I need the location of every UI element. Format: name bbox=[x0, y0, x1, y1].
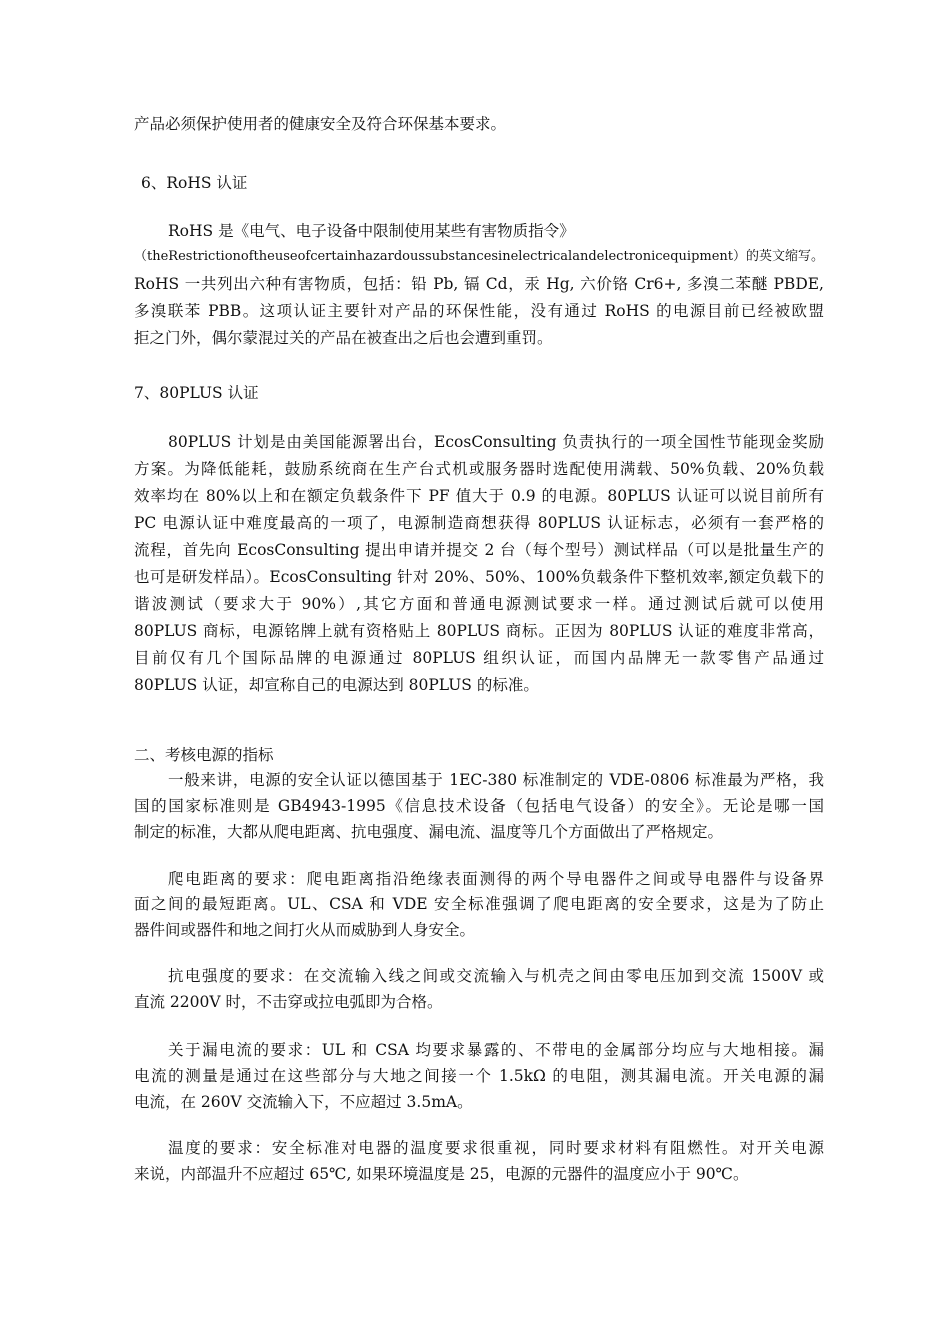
paragraph-line: RoHS 是《电气、电子设备中限制使用某些有害物质指令》 bbox=[168, 222, 575, 240]
paragraph-line: 制定的标准，大都从爬电距离、抗电强度、漏电流、温度等几个方面做出了严格规定。 bbox=[134, 823, 724, 841]
paragraph-line: 来说，内部温升不应超过 65℃, 如果环境温度是 25，电源的元器件的温度应小于 90℃。 bbox=[134, 1165, 749, 1183]
paragraph-line: 谐波测试（要求大于 90%）,其它方面和普通电源测试要求一样。通过测试后就可以使用 bbox=[134, 595, 824, 613]
paragraph-line: 电流，在 260V 交流输入下，不应超过 3.5mA。 bbox=[134, 1093, 473, 1111]
paragraph-line: 80PLUS 认证，却宣称自己的电源达到 80PLUS 的标准。 bbox=[134, 676, 539, 694]
paragraph-line: （theRestrictionoftheuseofcertainhazardoussubstancesinelectricalandelectronicequipment）的英文缩写。 bbox=[134, 249, 824, 264]
paragraph-line: 目前仅有几个国际品牌的电源通过 80PLUS 组织认证，而国内品牌无一款零售产品通过 bbox=[134, 649, 824, 667]
paragraph-line: 抗电强度的要求：在交流输入线之间或交流输入与机壳之间由零电压加到交流 1500V 或 bbox=[168, 967, 824, 985]
paragraph-line: 也可是研发样品）。EcosConsulting 针对 20%、50%、100%负载条件下整机效率,额定负载下的 bbox=[134, 568, 824, 586]
paragraph-line: 爬电距离的要求：爬电距离指沿绝缘表面测得的两个导电器件之间或导电器件与设备界 bbox=[168, 870, 824, 888]
paragraph-line: 直流 2200V 时，不击穿或拉电弧即为合格。 bbox=[134, 993, 443, 1011]
paragraph-line: 国的国家标准则是 GB4943-1995《信息技术设备（包括电气设备）的安全》。无论是哪一国 bbox=[134, 797, 824, 815]
paragraph-line: 效率均在 80%以上和在额定负载条件下 PF 值大于 0.9 的电源。80PLUS 认证可以说目前所有 bbox=[134, 487, 824, 505]
paragraph-line: 关于漏电流的要求：UL 和 CSA 均要求暴露的、不带电的金属部分均应与大地相接。漏 bbox=[168, 1041, 824, 1059]
paragraph-line: 器件间或器件和地之间打火从而威胁到人身安全。 bbox=[134, 921, 476, 939]
paragraph-line: 80PLUS 计划是由美国能源署出台，EcosConsulting 负责执行的一项全国性节能现金奖励 bbox=[168, 433, 824, 451]
paragraph-line: 面之间的最短距离。UL、CSA 和 VDE 安全标准强调了爬电距离的安全要求，这是为了防止 bbox=[134, 895, 824, 913]
paragraph-line: 温度的要求：安全标准对电器的温度要求很重视，同时要求材料有阻燃性。对开关电源 bbox=[168, 1139, 824, 1157]
section-heading-80plus: 7、80PLUS 认证 bbox=[134, 384, 259, 402]
paragraph-line: 拒之门外，偶尔蒙混过关的产品在被查出之后也会遭到重罚。 bbox=[134, 329, 553, 347]
paragraph-line: PC 电源认证中难度最高的一项了，电源制造商想获得 80PLUS 认证标志，必须有一套严格的 bbox=[134, 514, 824, 532]
section-heading-rohs: 6、RoHS 认证 bbox=[141, 174, 248, 192]
paragraph-line: 多溴联苯 PBB。这项认证主要针对产品的环保性能，没有通过 RoHS 的电源目前已经被欧盟 bbox=[134, 302, 824, 320]
paragraph-line: 一般来讲，电源的安全认证以德国基于 1EC-380 标准制定的 VDE-0806 标准最为严格，我 bbox=[168, 771, 824, 789]
paragraph-line: 产品必须保护使用者的健康安全及符合环保基本要求。 bbox=[134, 115, 507, 133]
paragraph-line: 方案。为降低能耗，鼓励系统商在生产台式机或服务器时选配使用满载、50%负载、20%负载 bbox=[134, 460, 824, 478]
section-heading-power-metrics: 二、考核电源的指标 bbox=[134, 746, 274, 764]
paragraph-line: 80PLUS 商标，电源铭牌上就有资格贴上 80PLUS 商标。正因为 80PLUS 认证的难度非常高， bbox=[134, 622, 824, 640]
paragraph-line: 流程，首先向 EcosConsulting 提出申请并提交 2 台（每个型号）测试样品（可以是批量生产的 bbox=[134, 541, 824, 559]
paragraph-line: 电流的测量是通过在这些部分与大地之间接一个 1.5kΩ 的电阻，测其漏电流。开关电源的漏 bbox=[134, 1067, 824, 1085]
paragraph-line: RoHS 一共列出六种有害物质，包括：铅 Pb, 镉 Cd，汞 Hg, 六价铬 Cr6+, 多溴二苯醚 PBDE, bbox=[134, 275, 824, 293]
